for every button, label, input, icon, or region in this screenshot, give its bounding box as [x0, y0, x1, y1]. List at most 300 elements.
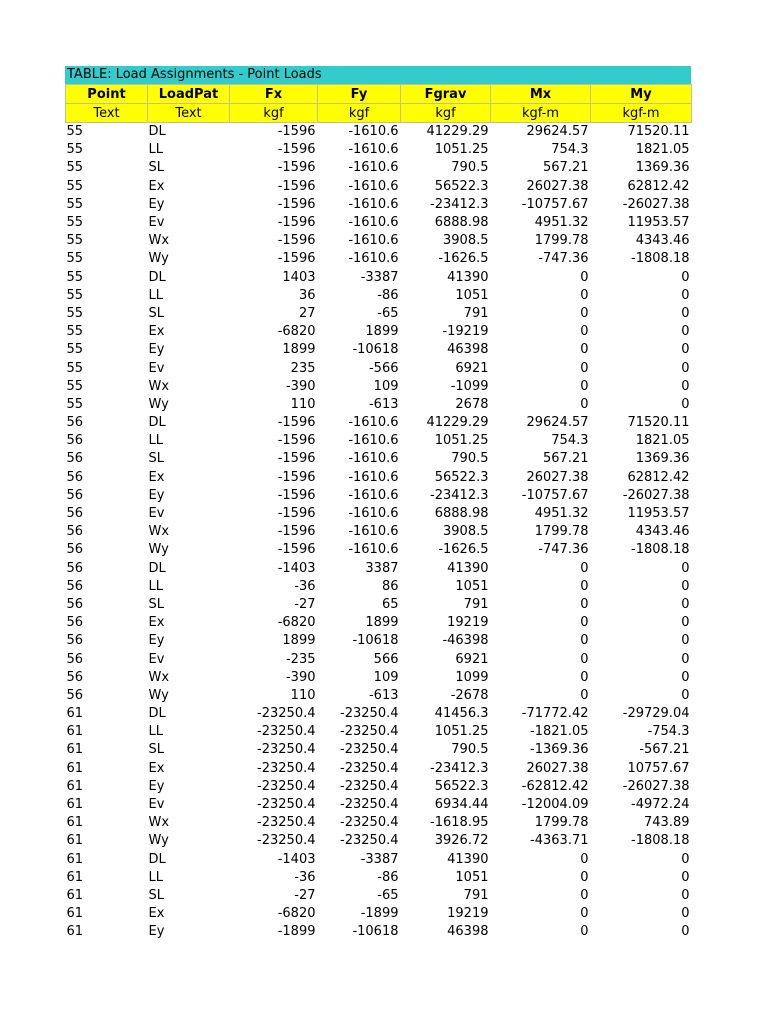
cell-fgrav: 56522.3 [434, 469, 489, 485]
cell-point: 61 [66, 760, 84, 776]
cell-fx: -1596 [277, 451, 316, 467]
cell-fx: 110 [290, 687, 316, 703]
table-body [66, 123, 692, 942]
cell-mx: 26027.38 [526, 469, 589, 485]
cell-fx: -6820 [277, 906, 316, 922]
cell-loadpat: LL [148, 869, 163, 885]
cell-fgrav: 41390 [447, 851, 489, 867]
cell-fy: -613 [368, 687, 399, 703]
cell-fgrav: 41390 [447, 269, 489, 285]
cell-fgrav: -2678 [450, 687, 489, 703]
cell-fgrav: -23412.3 [430, 760, 489, 776]
cell-fgrav: 1051.25 [434, 724, 489, 740]
cell-loadpat: LL [148, 287, 163, 303]
cell-loadpat: Wx [148, 233, 170, 249]
cell-loadpat: DL [148, 415, 166, 431]
table-row [66, 232, 692, 250]
cell-fx: -1596 [277, 160, 316, 176]
cell-point: 55 [66, 215, 84, 231]
cell-mx: 0 [580, 560, 589, 576]
unit-fx: kgf [230, 104, 318, 123]
cell-my: 0 [681, 305, 690, 321]
cell-fy: -1610.6 [348, 142, 399, 158]
cell-mx: 0 [580, 615, 589, 631]
cell-mx: -1821.05 [530, 724, 589, 740]
cell-fx: 27 [298, 305, 316, 321]
cell-loadpat: SL [148, 887, 164, 903]
table-row [66, 487, 692, 505]
cell-fgrav: 1051.25 [434, 142, 489, 158]
cell-fy: -1610.6 [348, 487, 399, 503]
cell-mx: -62812.42 [521, 778, 589, 794]
cell-fgrav: -1618.95 [430, 815, 489, 831]
cell-loadpat: Wy [148, 687, 169, 703]
cell-my: -26027.38 [622, 196, 690, 212]
cell-mx: -71772.42 [521, 706, 589, 722]
table-row [66, 123, 692, 142]
cell-fgrav: 1051 [455, 869, 489, 885]
cell-fy: -613 [368, 396, 399, 412]
cell-mx: 1799.78 [534, 233, 589, 249]
cell-fgrav: 6888.98 [434, 506, 489, 522]
cell-point: 56 [66, 415, 84, 431]
cell-fy: 566 [373, 651, 399, 667]
table-row [66, 196, 692, 214]
cell-mx: 0 [580, 669, 589, 685]
cell-mx: 0 [580, 869, 589, 885]
cell-point: 56 [66, 560, 84, 576]
cell-point: 56 [66, 487, 84, 503]
cell-fx: -1596 [277, 196, 316, 212]
cell-fx: -23250.4 [257, 797, 316, 813]
cell-my: 1369.36 [635, 451, 690, 467]
cell-point: 61 [66, 742, 84, 758]
cell-fgrav: 1099 [455, 669, 489, 685]
cell-fx: -23250.4 [257, 724, 316, 740]
cell-my: 0 [681, 596, 690, 612]
cell-mx: 1799.78 [534, 815, 589, 831]
cell-loadpat: Ey [148, 487, 165, 503]
cell-fgrav: 791 [463, 596, 489, 612]
cell-my: 0 [681, 360, 690, 376]
cell-loadpat: LL [148, 724, 163, 740]
cell-my: 11953.57 [627, 506, 690, 522]
cell-point: 55 [66, 142, 84, 158]
cell-loadpat: Ev [148, 651, 165, 667]
cell-fy: -1610.6 [348, 178, 399, 194]
cell-mx: 0 [580, 324, 589, 340]
cell-point: 55 [66, 360, 84, 376]
cell-loadpat: Wy [148, 542, 169, 558]
cell-my: 71520.11 [627, 415, 690, 431]
cell-fx: 235 [290, 360, 316, 376]
cell-fx: -1596 [277, 251, 316, 267]
cell-loadpat: DL [148, 124, 166, 140]
cell-fx: 1403 [282, 269, 316, 285]
cell-my: -754.3 [647, 724, 690, 740]
cell-mx: 754.3 [551, 142, 589, 158]
cell-fy: -1610.6 [348, 233, 399, 249]
cell-fx: -23250.4 [257, 778, 316, 794]
cell-my: 1369.36 [635, 160, 690, 176]
cell-my: 10757.67 [627, 760, 690, 776]
column-header-fy: Fy [318, 85, 401, 104]
cell-my: 0 [681, 269, 690, 285]
cell-point: 61 [66, 797, 84, 813]
cell-fgrav: 790.5 [451, 451, 489, 467]
cell-mx: 4951.32 [534, 215, 589, 231]
cell-fx: -1596 [277, 433, 316, 449]
cell-point: 55 [66, 196, 84, 212]
table-row [66, 323, 692, 341]
cell-fy: -1610.6 [348, 524, 399, 540]
cell-loadpat: DL [148, 706, 166, 722]
cell-point: 56 [66, 469, 84, 485]
cell-fx: -23250.4 [257, 815, 316, 831]
table-row [66, 869, 692, 887]
cell-mx: -12004.09 [521, 797, 589, 813]
cell-fgrav: -46398 [442, 633, 489, 649]
cell-loadpat: Ex [148, 760, 165, 776]
cell-fx: -1403 [277, 851, 316, 867]
cell-my: -567.21 [639, 742, 690, 758]
cell-my: 0 [681, 615, 690, 631]
table-row [66, 359, 692, 377]
column-header-mx: Mx [491, 85, 591, 104]
cell-fy: -23250.4 [340, 706, 399, 722]
table-row [66, 814, 692, 832]
cell-fx: 36 [298, 287, 316, 303]
cell-fgrav: 791 [463, 887, 489, 903]
cell-fgrav: 41456.3 [434, 706, 489, 722]
cell-fgrav: 46398 [447, 342, 489, 358]
table-row [66, 851, 692, 869]
cell-loadpat: Ex [148, 324, 165, 340]
table-row [66, 432, 692, 450]
cell-point: 55 [66, 251, 84, 267]
cell-mx: 0 [580, 633, 589, 649]
cell-my: 0 [681, 906, 690, 922]
cell-mx: 26027.38 [526, 178, 589, 194]
cell-fx: 1899 [282, 342, 316, 358]
unit-fy: kgf [318, 104, 401, 123]
cell-my: 0 [681, 633, 690, 649]
cell-fgrav: 6921 [455, 360, 489, 376]
cell-fx: -1596 [277, 142, 316, 158]
cell-my: -4972.24 [631, 797, 690, 813]
cell-my: 11953.57 [627, 215, 690, 231]
cell-point: 61 [66, 706, 84, 722]
cell-mx: 29624.57 [526, 415, 589, 431]
table-row [66, 378, 692, 396]
cell-fx: -390 [285, 378, 316, 394]
cell-loadpat: DL [148, 269, 166, 285]
cell-mx: 0 [580, 578, 589, 594]
cell-fx: -390 [285, 669, 316, 685]
table-row [66, 178, 692, 196]
cell-loadpat: Ex [148, 906, 165, 922]
table-row [66, 669, 692, 687]
cell-my: 0 [681, 651, 690, 667]
cell-fx: -6820 [277, 615, 316, 631]
cell-fgrav: -1626.5 [438, 542, 489, 558]
column-header-loadpat: LoadPat [148, 85, 230, 104]
column-header-my: My [591, 85, 692, 104]
table-row [66, 560, 692, 578]
cell-fx: -1596 [277, 124, 316, 140]
cell-point: 61 [66, 906, 84, 922]
cell-fy: 86 [381, 578, 399, 594]
cell-my: 0 [681, 578, 690, 594]
cell-my: 0 [681, 287, 690, 303]
cell-fy: -1610.6 [348, 433, 399, 449]
cell-fgrav: -19219 [442, 324, 489, 340]
cell-fx: -1596 [277, 233, 316, 249]
cell-fy: -1610.6 [348, 160, 399, 176]
cell-my: 0 [681, 851, 690, 867]
cell-point: 61 [66, 851, 84, 867]
cell-fy: -1610.6 [348, 124, 399, 140]
cell-fy: -1610.6 [348, 506, 399, 522]
cell-fgrav: 3908.5 [443, 233, 489, 249]
cell-loadpat: Wx [148, 378, 170, 394]
column-header-fgrav: Fgrav [401, 85, 491, 104]
cell-fx: -235 [285, 651, 316, 667]
table-row [66, 687, 692, 705]
cell-mx: -747.36 [538, 251, 589, 267]
cell-fgrav: 6888.98 [434, 215, 489, 231]
table-row [66, 778, 692, 796]
cell-loadpat: Wx [148, 524, 170, 540]
cell-fy: -23250.4 [340, 742, 399, 758]
cell-fx: -1596 [277, 487, 316, 503]
cell-point: 55 [66, 396, 84, 412]
column-header-point: Point [66, 85, 148, 104]
cell-fgrav: 19219 [447, 906, 489, 922]
cell-point: 61 [66, 778, 84, 794]
unit-mx: kgf-m [491, 104, 591, 123]
header-row [66, 85, 692, 104]
cell-my: 0 [681, 396, 690, 412]
table-row [66, 541, 692, 559]
cell-mx: 0 [580, 651, 589, 667]
cell-my: 0 [681, 342, 690, 358]
cell-fgrav: 56522.3 [434, 178, 489, 194]
unit-point: Text [66, 104, 148, 123]
cell-fy: -86 [377, 869, 399, 885]
cell-point: 61 [66, 815, 84, 831]
cell-fgrav: 3908.5 [443, 524, 489, 540]
cell-loadpat: Ex [148, 615, 165, 631]
table-row [66, 141, 692, 159]
cell-fgrav: 6934.44 [434, 797, 489, 813]
column-header-fx: Fx [230, 85, 318, 104]
cell-fx: -1596 [277, 215, 316, 231]
cell-loadpat: LL [148, 433, 163, 449]
cell-point: 55 [66, 287, 84, 303]
cell-loadpat: LL [148, 578, 163, 594]
cell-fx: -1596 [277, 542, 316, 558]
cell-point: 55 [66, 342, 84, 358]
cell-fy: -10618 [352, 924, 399, 940]
cell-fy: -1610.6 [348, 469, 399, 485]
cell-loadpat: Ex [148, 178, 165, 194]
cell-point: 55 [66, 178, 84, 194]
cell-point: 55 [66, 124, 84, 140]
table-row [66, 887, 692, 905]
cell-my: 0 [681, 869, 690, 885]
cell-my: 0 [681, 560, 690, 576]
cell-fy: 65 [381, 596, 399, 612]
cell-mx: 0 [580, 360, 589, 376]
cell-mx: 0 [580, 596, 589, 612]
cell-fy: 109 [373, 378, 399, 394]
cell-mx: 0 [580, 287, 589, 303]
cell-fx: -36 [294, 869, 316, 885]
cell-mx: 0 [580, 687, 589, 703]
cell-fx: -1899 [277, 924, 316, 940]
cell-mx: 0 [580, 305, 589, 321]
table-row [66, 414, 692, 432]
cell-fy: -1899 [360, 906, 399, 922]
cell-my: 1821.05 [635, 142, 690, 158]
cell-loadpat: LL [148, 142, 163, 158]
cell-loadpat: Wy [148, 396, 169, 412]
cell-fy: 1899 [365, 324, 399, 340]
cell-mx: 0 [580, 342, 589, 358]
table-row [66, 596, 692, 614]
cell-mx: 0 [580, 924, 589, 940]
table-row [66, 469, 692, 487]
cell-mx: 0 [580, 851, 589, 867]
cell-loadpat: Ex [148, 469, 165, 485]
point-loads-table [65, 84, 692, 941]
cell-fy: 109 [373, 669, 399, 685]
table-row [66, 723, 692, 741]
cell-my: 4343.46 [635, 233, 690, 249]
cell-loadpat: Ey [148, 342, 165, 358]
cell-fgrav: -23412.3 [430, 196, 489, 212]
cell-fgrav: 41390 [447, 560, 489, 576]
table-row [66, 214, 692, 232]
cell-my: 0 [681, 324, 690, 340]
cell-loadpat: SL [148, 160, 164, 176]
cell-mx: -10757.67 [521, 196, 589, 212]
cell-loadpat: Ey [148, 633, 165, 649]
cell-point: 56 [66, 578, 84, 594]
cell-fgrav: 3926.72 [434, 833, 489, 849]
table-row [66, 250, 692, 268]
cell-fy: -23250.4 [340, 724, 399, 740]
cell-point: 61 [66, 924, 84, 940]
cell-fy: -566 [368, 360, 399, 376]
cell-fy: -1610.6 [348, 415, 399, 431]
cell-fgrav: 41229.29 [426, 124, 489, 140]
cell-fgrav: 2678 [455, 396, 489, 412]
cell-fgrav: -1626.5 [438, 251, 489, 267]
cell-my: -26027.38 [622, 487, 690, 503]
cell-point: 55 [66, 378, 84, 394]
cell-fgrav: 1051.25 [434, 433, 489, 449]
cell-point: 56 [66, 633, 84, 649]
cell-fx: -1596 [277, 178, 316, 194]
cell-fy: 3387 [365, 560, 399, 576]
cell-fx: 110 [290, 396, 316, 412]
cell-mx: 26027.38 [526, 760, 589, 776]
cell-fgrav: -1099 [450, 378, 489, 394]
cell-point: 56 [66, 542, 84, 558]
cell-my: 1821.05 [635, 433, 690, 449]
cell-fgrav: 56522.3 [434, 778, 489, 794]
cell-fx: -23250.4 [257, 742, 316, 758]
cell-loadpat: Ev [148, 506, 165, 522]
table-row [66, 159, 692, 177]
cell-fx: -1596 [277, 524, 316, 540]
cell-fy: -10618 [352, 633, 399, 649]
table-row [66, 650, 692, 668]
unit-fgrav: kgf [401, 104, 491, 123]
cell-fx: -27 [294, 596, 316, 612]
table-title: TABLE: Load Assignments - Point Loads [65, 66, 691, 84]
cell-fgrav: 1051 [455, 578, 489, 594]
table-row [66, 450, 692, 468]
cell-fx: -1596 [277, 506, 316, 522]
cell-my: -1808.18 [631, 542, 690, 558]
cell-my: 4343.46 [635, 524, 690, 540]
cell-point: 56 [66, 651, 84, 667]
cell-fy: -23250.4 [340, 760, 399, 776]
cell-point: 55 [66, 305, 84, 321]
cell-fy: -3387 [360, 851, 399, 867]
cell-fy: -3387 [360, 269, 399, 285]
load-assignments-sheet [65, 66, 691, 941]
cell-fgrav: -23412.3 [430, 487, 489, 503]
cell-point: 55 [66, 269, 84, 285]
cell-fgrav: 41229.29 [426, 415, 489, 431]
cell-loadpat: SL [148, 451, 164, 467]
cell-loadpat: Ev [148, 797, 165, 813]
cell-point: 55 [66, 160, 84, 176]
cell-fx: -23250.4 [257, 760, 316, 776]
table-row [66, 269, 692, 287]
cell-point: 61 [66, 887, 84, 903]
cell-point: 56 [66, 687, 84, 703]
cell-fx: -6820 [277, 324, 316, 340]
cell-fx: -1403 [277, 560, 316, 576]
cell-fx: -27 [294, 887, 316, 903]
unit-my: kgf-m [591, 104, 692, 123]
cell-mx: -747.36 [538, 542, 589, 558]
table-row [66, 505, 692, 523]
cell-point: 55 [66, 324, 84, 340]
cell-mx: 0 [580, 378, 589, 394]
cell-fy: -10618 [352, 342, 399, 358]
unit-loadpat: Text [148, 104, 230, 123]
cell-point: 61 [66, 869, 84, 885]
cell-fy: -1610.6 [348, 196, 399, 212]
cell-my: 0 [681, 687, 690, 703]
table-row [66, 396, 692, 414]
cell-mx: -4363.71 [530, 833, 589, 849]
cell-loadpat: Wx [148, 669, 170, 685]
cell-fgrav: 6921 [455, 651, 489, 667]
cell-fgrav: 791 [463, 305, 489, 321]
cell-point: 56 [66, 524, 84, 540]
cell-my: 0 [681, 887, 690, 903]
cell-my: 62812.42 [627, 178, 690, 194]
table-row [66, 341, 692, 359]
cell-fgrav: 1051 [455, 287, 489, 303]
